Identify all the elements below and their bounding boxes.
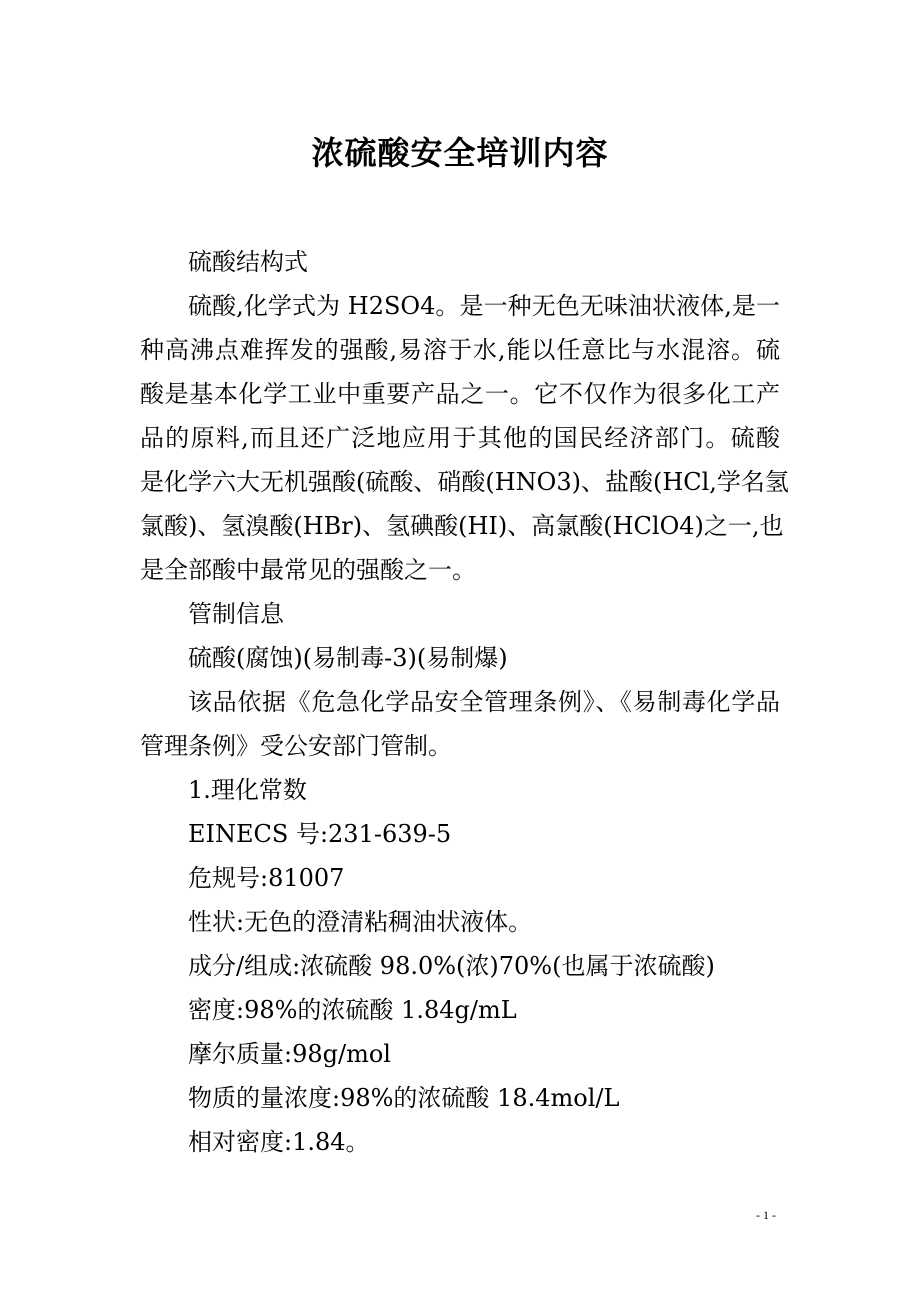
text-line: 管制信息	[188, 600, 284, 628]
paragraph	[140, 636, 780, 680]
paragraph	[140, 592, 780, 636]
document-title: 浓硫酸安全培训内容	[311, 134, 609, 172]
paragraph	[140, 240, 780, 284]
text-line: 氯酸)、氢溴酸(HBr)、氢碘酸(HI)、高氯酸(HClO4)之一,也	[140, 512, 784, 540]
text-line: 密度:98%的浓硫酸 1.84g/mL	[188, 996, 517, 1024]
paragraph	[140, 768, 780, 812]
paragraph	[140, 944, 780, 988]
text-line: 性状:无色的澄清粘稠油状液体。	[188, 908, 533, 936]
text-line: 该品依据《危急化学品安全管理条例》、《易制毒化学品	[188, 688, 780, 716]
text-line: 硫酸(腐蚀)(易制毒-3)(易制爆)	[188, 644, 508, 672]
text-line: 摩尔质量:98g/mol	[188, 1040, 391, 1068]
paragraph	[140, 1120, 780, 1164]
paragraph	[140, 1076, 780, 1120]
text-line: EINECS 号:231-639-5	[188, 820, 452, 848]
text-line: 1.理化常数	[188, 776, 307, 804]
text-line: 成分/组成:浓硫酸 98.0%(浓)70%(也属于浓硫酸)	[188, 952, 715, 980]
text-line: 管理条例》受公安部门管制。	[140, 732, 452, 760]
text-line: 是全部酸中最常见的强酸之一。	[140, 556, 476, 584]
paragraph	[140, 812, 780, 856]
paragraph	[140, 680, 780, 768]
paragraph	[140, 284, 789, 592]
text-line: 是化学六大无机强酸(硫酸、硝酸(HNO3)、盐酸(HCl,学名氢	[140, 468, 789, 496]
text-line: 硫酸结构式	[188, 248, 308, 276]
text-line: 种高沸点难挥发的强酸,易溶于水,能以任意比与水混溶。硫	[140, 336, 780, 364]
text-line: 物质的量浓度:98%的浓硫酸 18.4mol/L	[188, 1084, 620, 1112]
text-line: 硫酸,化学式为 H2SO4。是一种无色无味油状液体,是一	[188, 292, 780, 320]
text-line: 相对密度:1.84。	[188, 1128, 370, 1156]
paragraph	[140, 856, 780, 900]
text-line: 品的原料,而且还广泛地应用于其他的国民经济部门。硫酸	[140, 424, 780, 452]
paragraph	[140, 900, 780, 944]
text-line: 酸是基本化学工业中重要产品之一。它不仅作为很多化工产	[140, 380, 780, 408]
document-body	[140, 240, 789, 1164]
paragraph	[140, 988, 780, 1032]
page-number: - 1 -	[756, 1208, 776, 1222]
paragraph	[140, 1032, 780, 1076]
text-line: 危规号:81007	[188, 864, 345, 892]
